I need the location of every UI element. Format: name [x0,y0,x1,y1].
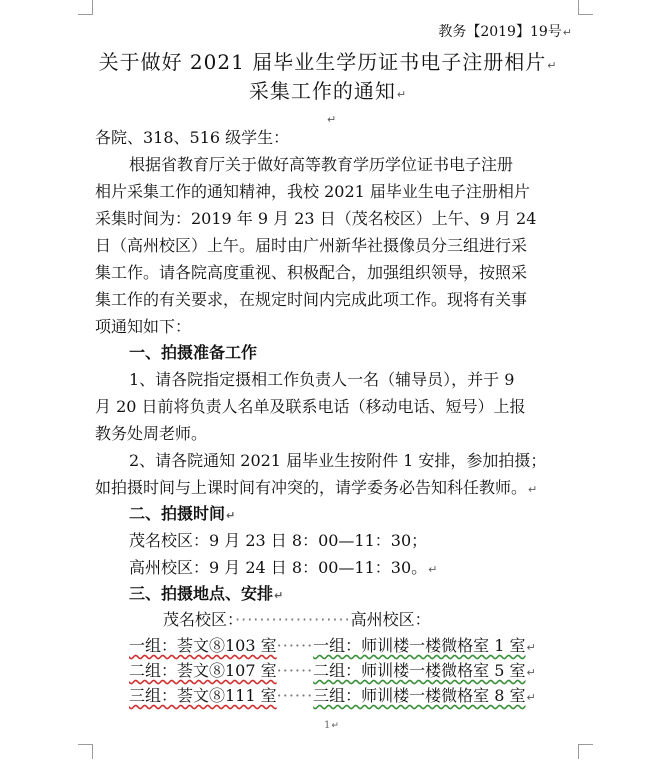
blank-paragraph-mark: ↵ [327,113,337,126]
group-left: 一组：荟文⑧103 室 [129,636,277,655]
title-line-1: 关于做好 2021 届毕业生学历证书电子注册相片↵ [98,50,558,74]
crop-mark-bottom-left [78,744,93,759]
crop-mark-top-right [578,0,593,15]
group-row: 二组：荟文⑧107 室······二组：师训楼一楼微格室 5 室↵ [129,661,536,680]
campus-right-label: 高州校区： [350,610,431,629]
document-number: 教务【2019】19号↵ [438,24,572,40]
item-2-line: 2、请各院通知 2021 届毕业生按附件 1 安排，参加拍摄； [129,451,547,470]
title-line-2: 采集工作的通知↵ [248,79,408,103]
body-line: 采集时间为：2019 年 9 月 23 日（茂名校区）上午、9 月 24 [95,209,537,228]
body-line: 集工作的有关要求，在规定时间内完成此项工作。现将有关事 [95,290,528,309]
salutation: 各院、318、516 级学生： [95,128,290,147]
body-line: 项通知如下： [95,317,192,336]
page-number: 1↵ [324,720,339,731]
group-right: 一组：师训楼一楼微格室 1 室 [313,636,526,655]
time-line: 高州校区：9 月 24 日 8：00—11：30。↵ [129,558,438,577]
group-right: 三组：师训楼一楼微格室 8 室 [313,686,526,705]
campus-header-row: 茂名校区：···················高州校区： [163,610,431,629]
body-line: 根据省教育厅关于做好高等教育学历学位证书电子注册 [129,155,514,174]
section-1-heading: 一、拍摄准备工作 [129,343,258,362]
item-1-line: 月 20 日前将负责人名单及联系电话（移动电话、短号）上报 [95,397,526,416]
item-2-line: 如拍摄时间与上课时间有冲突的，请学委务必告知科任教师。↵ [95,478,538,497]
crop-mark-top-left [78,0,93,15]
crop-mark-bottom-right [578,744,593,759]
group-row: 一组：荟文⑧103 室······一组：师训楼一楼微格室 1 室↵ [129,636,536,655]
section-3-heading: 三、拍摄地点、安排↵ [129,584,284,603]
group-left: 二组：荟文⑧107 室 [129,661,277,680]
group-left: 三组：荟文⑧111 室 [129,686,277,705]
time-line: 茂名校区：9 月 23 日 8：00—11：30； [129,531,428,550]
body-line: 日（高州校区）上午。届时由广州新华社摄像员分三组进行采 [95,236,528,255]
campus-left-label: 茂名校区： [163,610,236,629]
group-row: 三组：荟文⑧111 室······三组：师训楼一楼微格室 8 室↵ [129,686,536,705]
body-line: 集工作。请各院高度重视、积极配合，加强组织领导，按照采 [95,263,528,282]
body-line: 相片采集工作的通知精神，我校 2021 届毕业生电子注册相片 [95,182,530,201]
item-1-line: 教务处周老师。 [95,424,208,443]
group-right: 二组：师训楼一楼微格室 5 室 [313,661,526,680]
section-2-heading: 二、拍摄时间↵ [129,504,236,523]
item-1-line: 1、请各院指定摄相工作负责人一名（辅导员），并于 9 [129,370,515,389]
